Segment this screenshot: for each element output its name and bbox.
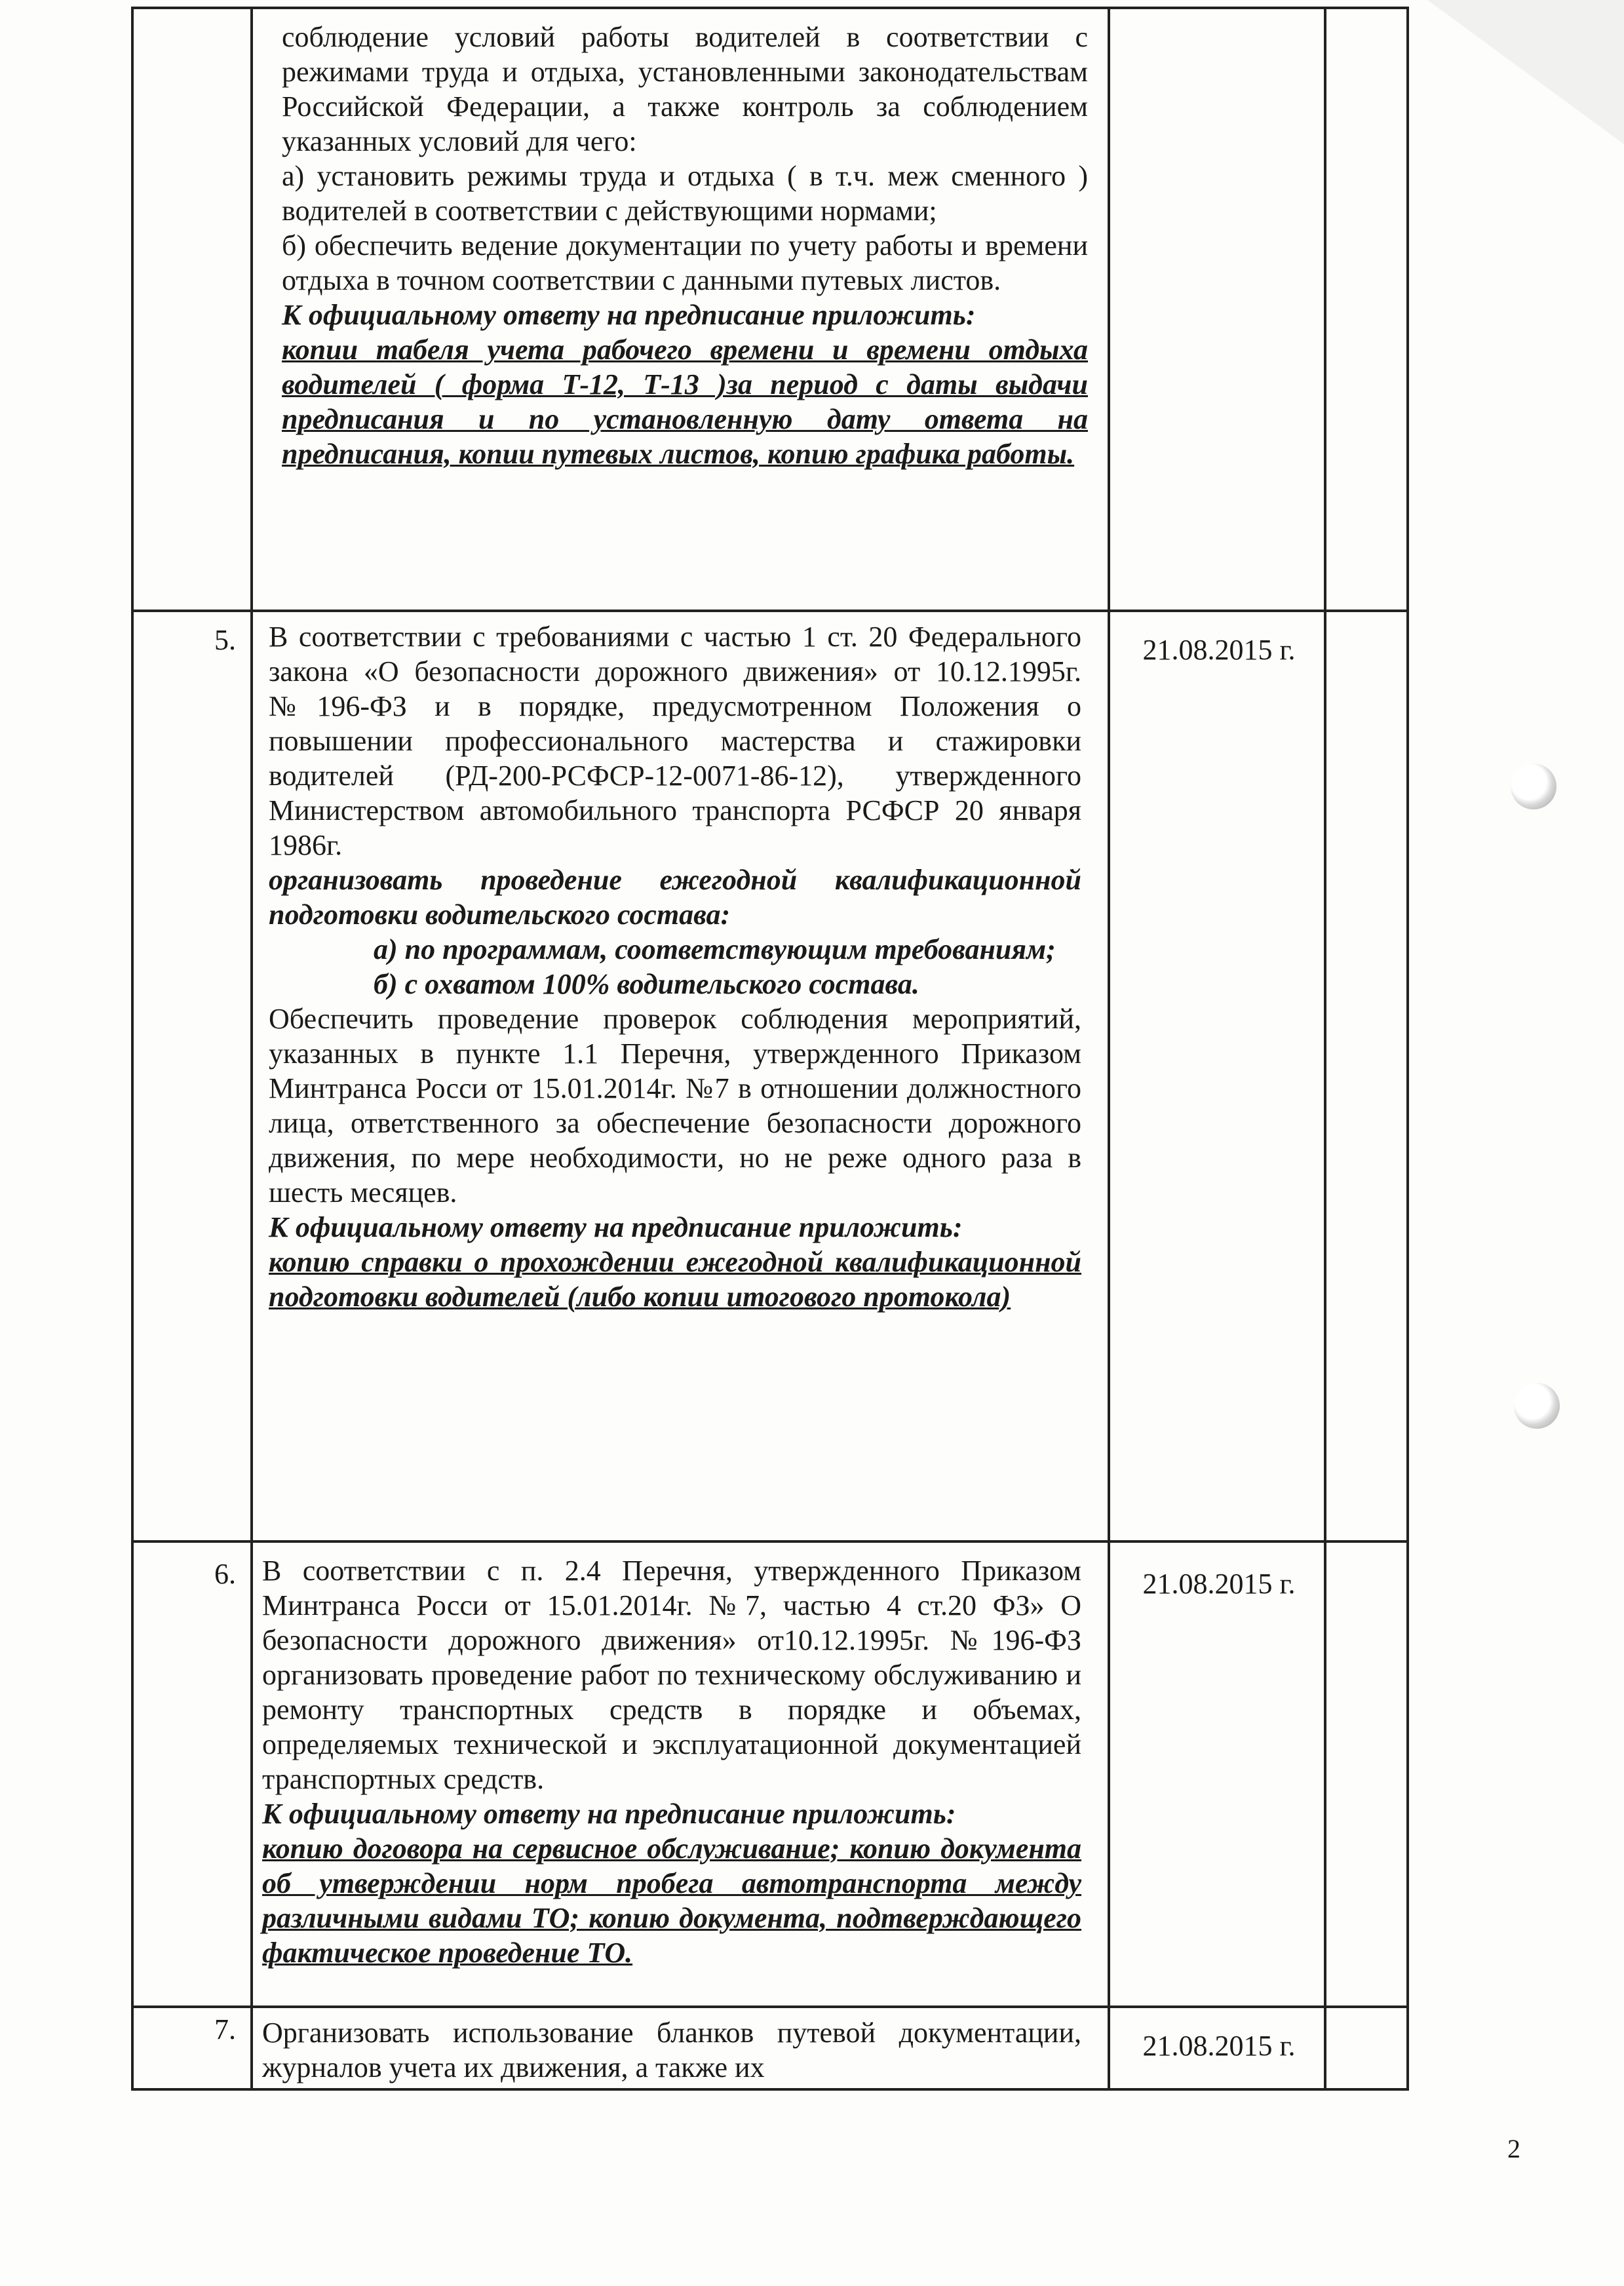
table-row	[269, 619, 1081, 1314]
row-text: Обеспечить проведение проверок соблюдения мероприятий, указанных в пункте 1.1 Перечня, утвержденного Приказом Минтранса Росси от 15.01.2014г. №7 в отношении должностного лица, ответственного за обеспечение безопасности дорожного движения, по мере необходимости, но не реже одного раза в шесть месяцев.	[269, 1003, 1081, 1209]
row-divider-6	[131, 1540, 1409, 1543]
row-date: 21.08.2015 г.	[1142, 634, 1296, 666]
column-divider-date	[1324, 7, 1326, 2091]
folded-corner	[1427, 0, 1624, 144]
page-number: 2	[1507, 2134, 1520, 2163]
row-text: Организовать использование бланков путевой документации, журналов учета их движения, а также их	[262, 2017, 1081, 2083]
punch-hole	[1514, 1383, 1560, 1429]
attachment-intro: К официальному ответу на предписание приложить:	[262, 1798, 956, 1830]
row-date: 21.08.2015 г.	[1142, 2030, 1296, 2062]
table-row	[262, 1553, 1081, 1970]
row-text: В соответствии с п. 2.4 Перечня, утвержденного Приказом Минтранса Росси от 15.01.2014г. №7, частью 4 ст.20 ФЗ» О безопасности дорожного движения» от10.12.1995г. №196-ФЗ организовать проведение работ по техническому обслуживанию и ремонту транспортных средств в порядке и объемах, определяемых технической и эксплуатационной документацией транспортных средств.	[262, 1555, 1081, 1795]
table-row	[282, 20, 1088, 471]
row-emphasis: организовать проведение ежегодной квалификационной подготовки водительского состава:	[269, 864, 1081, 931]
row-divider-5	[131, 610, 1409, 612]
row-text: а) установить режимы труда и отдыха ( в т.ч. меж сменного ) водителей в соответствии с действующими нормами;	[282, 160, 1088, 227]
order-table	[131, 7, 1409, 2091]
attachment-intro: К официальному ответу на предписание приложить:	[282, 299, 976, 331]
row-number: 6.	[214, 1558, 236, 1590]
column-divider-text	[1108, 7, 1110, 2091]
attachment-text: копии табеля учета рабочего времени и времени отдыха водителей ( форма Т-12, Т-13 )за период с даты выдачи предписания и по установленную дату ответа на предписания, копии путевых листов, копию графика работы.	[282, 334, 1088, 470]
row-date: 21.08.2015 г.	[1142, 1568, 1296, 1600]
attachment-intro: К официальному ответу на предписание приложить:	[269, 1211, 963, 1243]
row-text: б) обеспечить ведение документации по учету работы и времени отдыха в точном соответствии с данными путевых листов.	[282, 229, 1088, 296]
row-emphasis: а) по программам, соответствующим требованиям;	[374, 933, 1056, 965]
table-border-bottom	[131, 2088, 1409, 2091]
row-text: В соответствии с требованиями с частью 1 ст. 20 Федерального закона «О безопасности дорожного движения» от 10.12.1995г. №196-ФЗ и в порядке, предусмотренном Положения о повышении профессионального мастерства и стажировки водителей (РД-200-РСФСР-12-0071-86-12), утвержденного Министерством автомобильного транспорта РСФСР 20 января 1986г.	[269, 621, 1081, 861]
column-divider-number	[250, 7, 253, 2091]
row-text: соблюдение условий работы водителей в соответствии с режимами труда и отдыха, установленными законодательствам Российской Федерации, а также контроль за соблюдением указанных условий для чего:	[282, 21, 1088, 157]
table-border-right	[1406, 7, 1409, 2091]
attachment-text: копию договора на сервисное обслуживание; копию документа об утверждении норм пробега автотранспорта между различными видами ТО; копию документа, подтверждающего фактическое проведение ТО.	[262, 1832, 1081, 1969]
row-emphasis: б) с охватом 100% водительского состава.	[374, 968, 919, 1000]
attachment-text: копию справки о прохождении ежегодной квалификационной подготовки водителей (либо копии итогового протокола)	[269, 1246, 1081, 1313]
row-divider-7	[131, 2005, 1409, 2008]
table-row	[262, 2015, 1081, 2085]
table-border-left	[131, 7, 134, 2091]
row-number: 7.	[214, 2013, 236, 2045]
table-border-top	[131, 7, 1409, 9]
punch-hole	[1511, 764, 1556, 809]
row-number: 5.	[214, 624, 236, 656]
